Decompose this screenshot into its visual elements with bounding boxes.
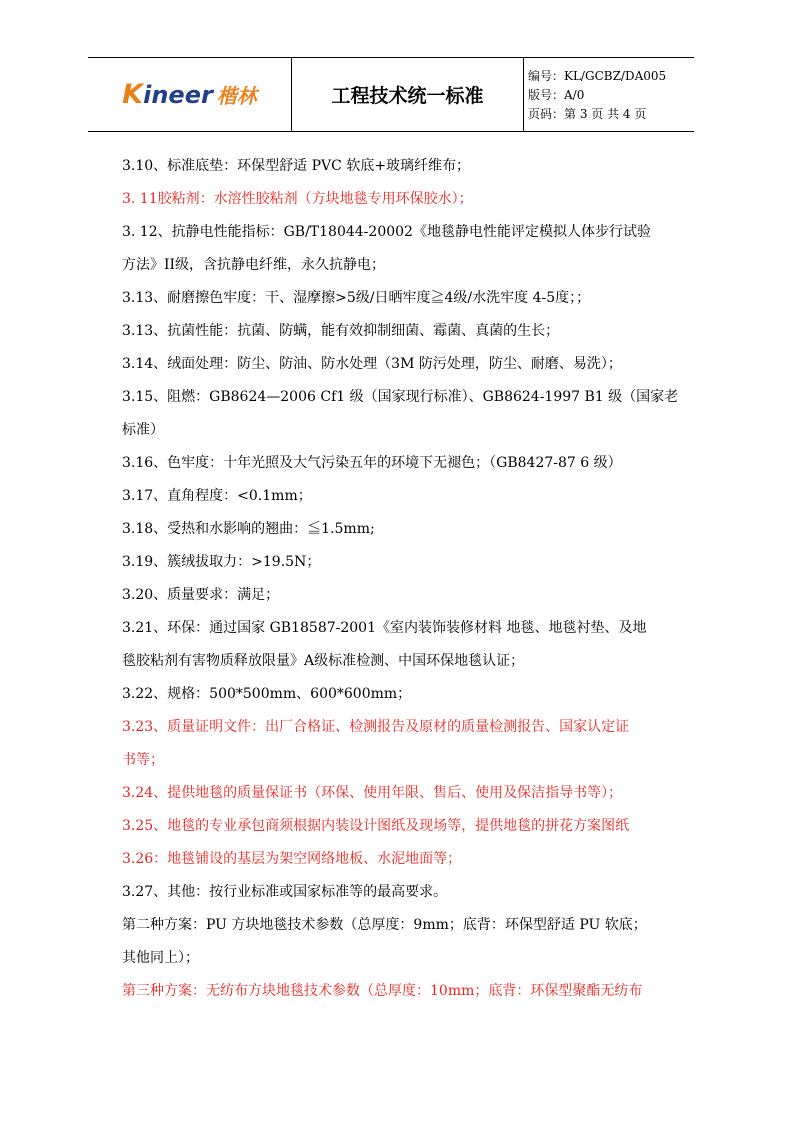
text-line: 3.26：地毯铺设的基层为架空网络地板、水泥地面等； xyxy=(122,851,462,867)
company-logo xyxy=(122,79,257,110)
doc-page-number: 页码：第 3 页 共 4 页 xyxy=(528,107,647,121)
text-line: 3. 11胶粘剂：水溶性胶粘剂（方块地毯专用环保胶水）； xyxy=(122,191,473,207)
text-line: 3.10、标准底垫：环保型舒适 PVC 软底+玻璃纤维布； xyxy=(122,158,471,174)
page-header xyxy=(88,57,694,132)
text-line: 3.27、其他：按行业标准或国家标准等的最高要求。 xyxy=(122,884,448,900)
text-line: 3.22、规格：500*500mm、600*600mm； xyxy=(122,686,412,702)
logo-cell xyxy=(88,58,292,131)
doc-code: 编号：KL/GCBZ/DA005 xyxy=(528,69,667,83)
logo-chinese: 楷林 xyxy=(216,84,257,108)
document-body xyxy=(122,150,700,1008)
text-line: 3.16、色牢度：十年光照及大气污染五年的环境下无褪色；（GB8427-87 6 级） xyxy=(122,455,622,471)
document-title: 工程技术统一标准 xyxy=(292,58,524,131)
doc-version: 版号：A/0 xyxy=(528,88,585,102)
text-line: 3.17、直角程度：<0.1mm； xyxy=(122,488,312,504)
text-line: 方法》II级，含抗静电纤维，永久抗静电； xyxy=(122,257,386,273)
text-line: 第二种方案：PU 方块地毯技术参数（总厚度：9mm；底背：环保型舒适 PU 软底； xyxy=(122,917,647,933)
logo-latin: Kineer xyxy=(122,79,213,110)
text-line: 3.20、质量要求：满足； xyxy=(122,587,280,603)
text-line: 标准） xyxy=(122,422,164,438)
text-line: 3.13、抗菌性能：抗菌、防螨，能有效抑制细菌、霉菌、真菌的生长； xyxy=(122,323,560,339)
text-line: 3.14、绒面处理：防尘、防油、防水处理（3M 防污处理，防尘、耐磨、易洗）； xyxy=(122,356,622,372)
text-line: 3.15、阻燃：GB8624—2006 Cf1 级（国家现行标准）、GB8624-1997 B1 级（国家老 xyxy=(122,389,679,405)
document-meta xyxy=(524,58,694,131)
text-line: 3.13、耐磨擦色牢度：干、湿摩擦>5级/日晒牢度≧4级/水洗牢度 4-5度；； xyxy=(122,290,591,306)
text-line: 其他同上）； xyxy=(122,950,199,966)
text-line: 3.24、提供地毯的质量保证书（环保、使用年限、售后、使用及保洁指导书等）； xyxy=(122,785,623,801)
text-line: 3. 12、抗静电性能指标：GB/T18044-20002《地毯静电性能评定模拟人体步行试验 xyxy=(122,224,651,240)
text-line: 书等； xyxy=(122,752,164,768)
text-line: 3.21、环保：通过国家 GB18587-2001《室内装饰装修材料 地毯、地毯衬垫、及地 xyxy=(122,620,647,636)
text-line: 3.18、受热和水影响的翘曲：≦1.5mm; xyxy=(122,521,375,537)
text-line: 3.19、簇绒拔取力：>19.5N； xyxy=(122,554,321,570)
text-line: 3.23、质量证明文件：出厂合格证、检测报告及原材的质量检测报告、国家认定证 xyxy=(122,719,630,735)
text-line: 毯胶粘剂有害物质释放限量》A级标准检测、中国环保地毯认证； xyxy=(122,653,525,669)
text-line: 第三种方案：无纺布方块地毯技术参数（总厚度：10mm；底背：环保型聚酯无纺布 xyxy=(122,983,643,999)
text-line: 3.25、地毯的专业承包商须根据内装设计图纸及现场等，提供地毯的拼花方案图纸 xyxy=(122,818,630,834)
